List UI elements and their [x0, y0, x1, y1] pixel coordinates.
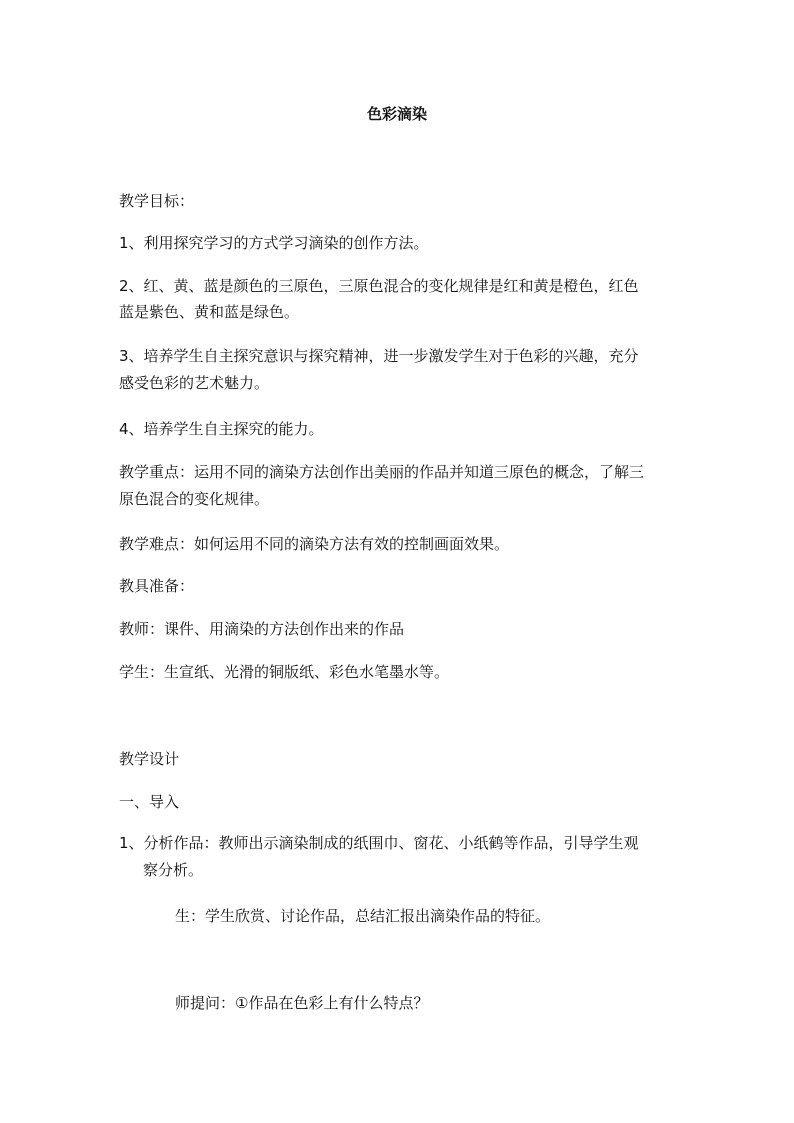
student-activity: 生：学生欣赏、讨论作品，总结汇报出滴染作品的特征。 [175, 907, 551, 925]
objective-3-line-2: 感受色彩的艺术魅力。 [119, 374, 270, 392]
step-1-line-1: 1、分析作品：教师出示滴染制成的纸围巾、窗花、小纸鹤等作品，引导学生观 [119, 834, 639, 852]
student-materials: 学生：生宣纸、光滑的铜版纸、彩色水笔墨水等。 [119, 663, 450, 681]
key-point-line-2: 原色混合的变化规律。 [119, 490, 270, 508]
objective-4: 4、培养学生自主探究的能力。 [119, 420, 324, 438]
teacher-materials: 教师：课件、用滴染的方法创作出来的作品 [119, 620, 405, 638]
key-point-line-1: 教学重点：运用不同的滴染方法创作出美丽的作品并知道三原色的概念，了解三 [119, 463, 645, 481]
objectives-heading: 教学目标： [119, 192, 195, 210]
objective-2-line-2: 蓝是紫色、黄和蓝是绿色。 [119, 303, 300, 321]
document-title: 色彩滴染 [366, 105, 427, 123]
materials-heading: 教具准备： [119, 577, 195, 595]
difficulty: 教学难点：如何运用不同的滴染方法有效的控制画面效果。 [119, 535, 510, 553]
objective-1: 1、利用探究学习的方式学习滴染的创作方法。 [119, 234, 429, 252]
design-heading: 教学设计 [119, 750, 180, 768]
teacher-question: 师提问：①作品在色彩上有什么特点？ [175, 994, 429, 1012]
section-1-heading: 一、导入 [119, 793, 180, 811]
step-1-line-2: 察分析。 [143, 861, 204, 879]
objective-3-line-1: 3、培养学生自主探究意识与探究精神，进一步激发学生对于色彩的兴趣，充分 [119, 347, 639, 365]
objective-2-line-1: 2、红、黄、蓝是颜色的三原色，三原色混合的变化规律是红和黄是橙色，红色 [119, 277, 639, 295]
